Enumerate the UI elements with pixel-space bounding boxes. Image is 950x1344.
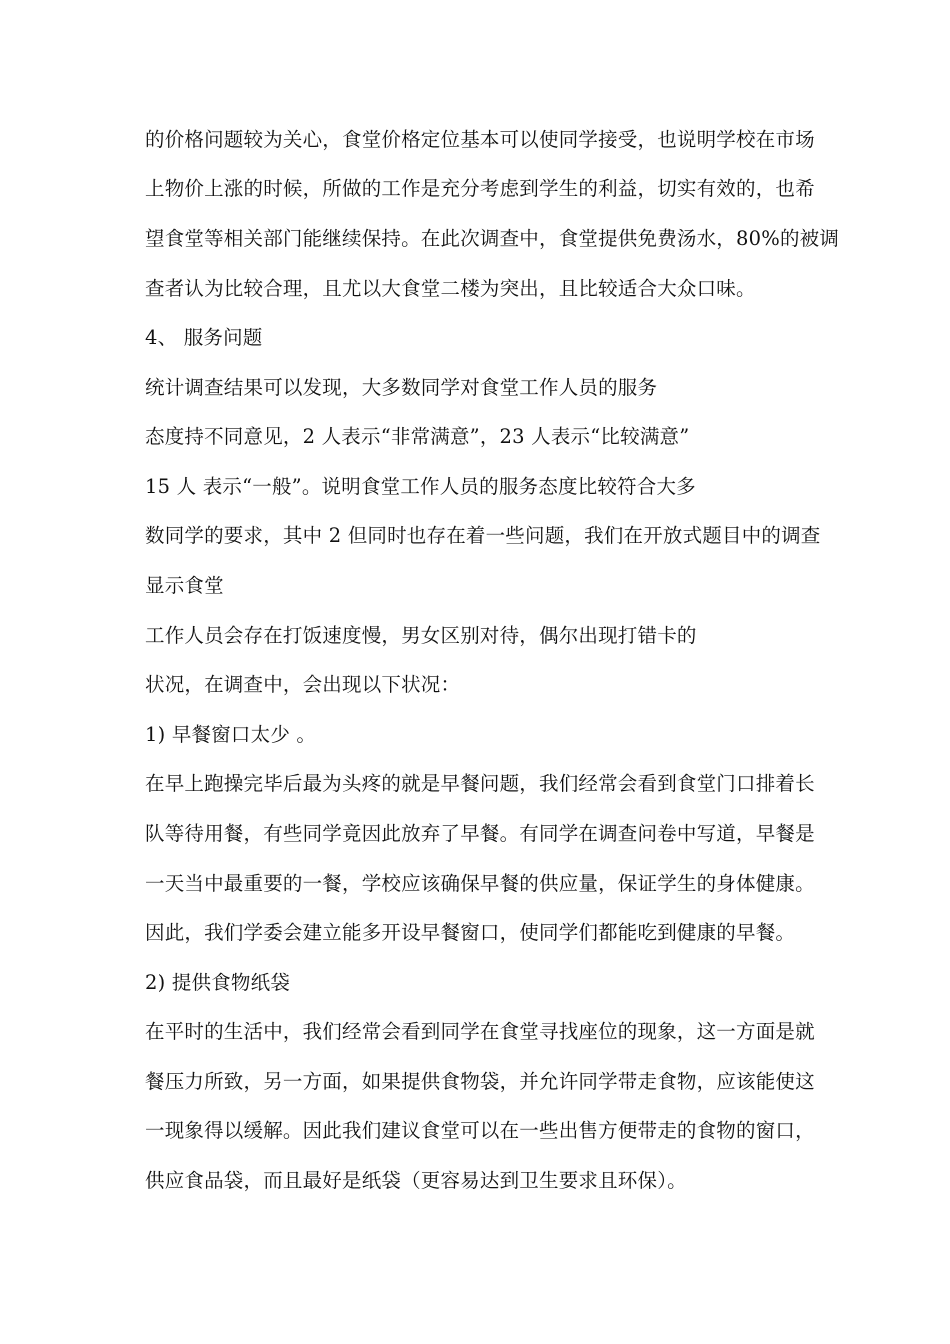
section-heading: 4、 服务问题 [145, 326, 263, 349]
paragraph-line: 工作人员会存在打饭速度慢，男女区别对待，偶尔出现打错卡的 [145, 624, 697, 647]
paragraph-line: 餐压力所致，另一方面，如果提供食物袋，并允许同学带走食物，应该能使这 [145, 1070, 815, 1093]
paragraph-line: 一现象得以缓解。因此我们建议食堂可以在一些出售方便带走的食物的窗口， [145, 1119, 815, 1142]
paragraph-line: 望食堂等相关部门能继续保持。在此次调查中，食堂提供免费汤水，80%的被调 [145, 227, 840, 250]
paragraph-line: 因此，我们学委会建立能多开设早餐窗口，使同学们都能吃到健康的早餐。 [145, 921, 796, 944]
paragraph-line: 一天当中最重要的一餐，学校应该确保早餐的供应量，保证学生的身体健康。 [145, 872, 815, 895]
paragraph-line: 在平时的生活中，我们经常会看到同学在食堂寻找座位的现象，这一方面是就 [145, 1020, 815, 1043]
paragraph-line: 在早上跑操完毕后最为头疼的就是早餐问题，我们经常会看到食堂门口排着长 [145, 772, 815, 795]
paragraph-line: 统计调查结果可以发现，大多数同学对食堂工作人员的服务 [145, 376, 658, 399]
paragraph-line: 显示食堂 [145, 574, 224, 597]
paragraph-line: 状况，在调查中，会出现以下状况： [145, 673, 461, 696]
list-item-heading: 2) 提供食物纸袋 [145, 971, 291, 994]
paragraph-line: 态度持不同意见，2 人表示“非常满意”，23 人表示“比较满意” [145, 425, 690, 448]
paragraph-line: 15 人 表示“一般”。说明食堂工作人员的服务态度比较符合大多 [145, 475, 696, 498]
paragraph-line: 的价格问题较为关心，食堂价格定位基本可以使同学接受，也说明学校在市场 [145, 128, 815, 151]
paragraph-line: 队等待用餐，有些同学竟因此放弃了早餐。有同学在调查问卷中写道，早餐是 [145, 822, 815, 845]
paragraph-line: 上物价上涨的时候，所做的工作是充分考虑到学生的利益，切实有效的，也希 [145, 177, 815, 200]
paragraph-line: 查者认为比较合理，且尤以大食堂二楼为突出，且比较适合大众口味。 [145, 277, 756, 300]
list-item-heading: 1) 早餐窗口太少 。 [145, 723, 317, 746]
paragraph-line: 数同学的要求，其中 2 但同时也存在着一些问题，我们在开放式题目中的调查 [145, 524, 821, 547]
paragraph-line: 供应食品袋，而且最好是纸袋（更容易达到卫生要求且环保）。 [145, 1169, 687, 1192]
